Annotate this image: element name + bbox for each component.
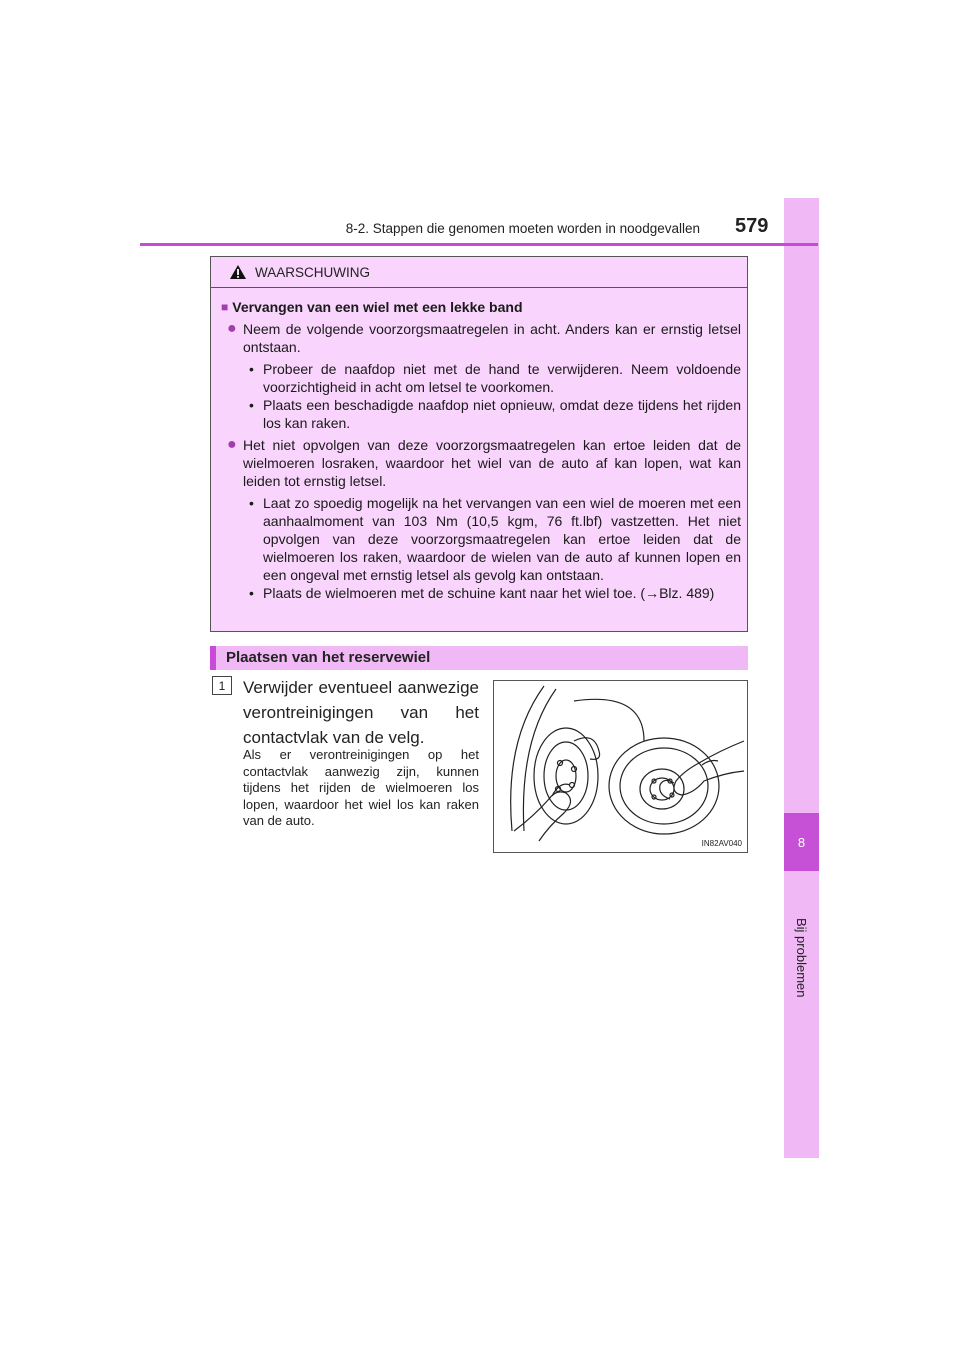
warning-header — [211, 257, 747, 288]
illustration-clean-wheel-contact-surface — [493, 680, 748, 853]
warning-box — [210, 256, 748, 632]
step-number: 1 — [212, 676, 232, 695]
section-header: 8-2. Stappen die genomen moeten worden in noodgevallen — [345, 221, 700, 236]
warning-item — [221, 320, 741, 356]
step-instruction: Verwijder eventueel aanwezige verontreinigingen van het contactvlak van de velg. — [243, 678, 479, 747]
section-heading: Plaatsen van het reservewiel — [210, 646, 748, 670]
warning-sub-item: • Laat zo spoedig mogelijk na het vervangen van een wiel de moeren met een aanhaalmoment van 103 Nm (10,5 kgm, 76 ft.lbf) vastzetten. Het niet opvolgen van deze voorzorgsmaatregelen kan ertoe leiden dat de wielmoeren los raken, waardoor de wielen van de auto af kunnen lopen en een ongeval met ernstig letsel als gevolg kan ontstaan. — [249, 495, 741, 583]
warning-sub-item-text: Plaats een beschadigde naafdop niet opnieuw, omdat deze tijdens het rijden los kan raken. — [263, 397, 741, 431]
warning-item — [221, 436, 741, 490]
chapter-name: Bij problemen — [794, 918, 809, 998]
warning-title-text: Vervangen van een wiel met een lekke band — [232, 299, 523, 315]
wheel-cleaning-illustration — [494, 681, 747, 852]
figure-code: IN82AV040 — [701, 839, 742, 848]
circle-bullet-icon: ● — [227, 320, 237, 337]
warning-sub-list — [249, 360, 741, 432]
chapter-number: 8 — [784, 813, 819, 871]
warning-sub-item: • Plaats een beschadigde naafdop niet opnieuw, omdat deze tijdens het rijden los kan raken. — [249, 397, 741, 431]
square-bullet-icon: ■ — [221, 300, 229, 314]
chapter-side-tab — [784, 198, 819, 1158]
circle-bullet-icon: ● — [227, 436, 237, 453]
page-number: 579 — [735, 215, 769, 237]
warning-triangle-icon — [229, 264, 247, 280]
warning-label: WAARSCHUWING — [255, 264, 370, 280]
header-rule — [140, 243, 818, 246]
warning-title — [221, 298, 741, 316]
warning-item-text: Het niet opvolgen van deze voorzorgsmaatregelen kan ertoe leiden dat de wielmoeren losraken, waardoor het wiel van de auto af kan lopen, wat kan leiden tot ernstig letsel. — [243, 437, 741, 489]
warning-sub-item-text: Probeer de naafdop niet met de hand te verwijderen. Neem voldoende voorzichtigheid in acht om letsel te voorkomen. — [263, 361, 741, 395]
warning-sub-item: • Probeer de naafdop niet met de hand te verwijderen. Neem voldoende voorzichtigheid in acht om letsel te voorkomen. — [249, 361, 741, 395]
warning-item-text: Neem de volgende voorzorgsmaatregelen in acht. Anders kan er ernstig letsel ontstaan. — [243, 321, 741, 355]
warning-sub-item-text: Plaats de wielmoeren met de schuine kant naar het wiel toe. (→Blz. 489) — [263, 585, 715, 601]
step-note: Als er verontreinigingen op het contactvlak aanwezig zijn, kunnen tijdens het rijden de wielmoeren los lopen, waardoor het wiel los kan raken van de auto. — [243, 747, 479, 828]
warning-sub-item: • Plaats de wielmoeren met de schuine kant naar het wiel toe. (→Blz. 489) — [249, 585, 715, 601]
warning-sub-item-text: Laat zo spoedig mogelijk na het vervangen van een wiel de moeren met een aanhaalmoment van 103 Nm (10,5 kgm, 76 ft.lbf) vastzetten. Het niet opvolgen van deze voorzorgsmaatregelen kan ertoe leiden dat de wielmoeren los raken, waardoor de wielen van de auto af kunnen lopen en een ongeval met ernstig letsel als gevolg kan ontstaan. — [263, 495, 741, 583]
warning-sub-list — [249, 494, 741, 602]
